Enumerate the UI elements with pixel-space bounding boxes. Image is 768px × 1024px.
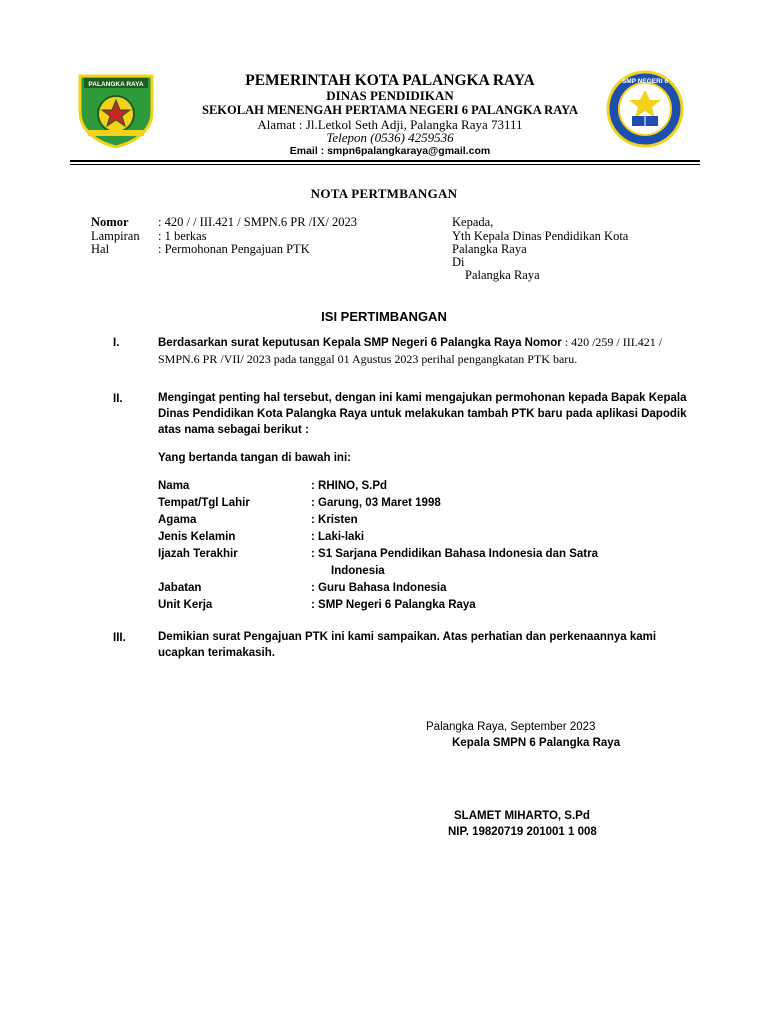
field-label: Jenis Kelamin xyxy=(158,531,236,543)
document-title: NOTA PERTMBANGAN xyxy=(310,186,458,201)
recipient-line-1: Kepada, xyxy=(452,215,494,229)
recipient-line-2: Yth Kepala Dinas Pendidikan Kota xyxy=(452,229,629,243)
section-2-text: Mengingat penting hal tersebut, dengan ini kami mengajukan permohonan kepada Bapak Kepala Dinas Pendidikan Kota Palangka Raya untuk melakukan tambah PTK baru pada aplikasi Dapodik atas nama sebagai berikut : xyxy=(158,392,687,436)
nomor-label: Nomor xyxy=(91,215,129,229)
lampiran-label: Lampiran xyxy=(91,229,140,243)
city-emblem-logo xyxy=(74,72,158,148)
section-heading: ISI PERTIMBANGAN xyxy=(321,309,447,324)
nomor-value: : 420 / / III.421 / SMPN.6 PR /IX/ 2023 xyxy=(158,215,357,229)
field-label: Ijazah Terakhir xyxy=(158,548,238,560)
recipient-line-4: Di xyxy=(452,255,465,269)
section-1-text-rest: : 420 /259 / III.421 / SMPN.6 PR /VII/ 2023 pada tanggal 01 Agustus 2023 perihal pengangkatan PTK baru. xyxy=(158,335,663,366)
signature-place-date: Palangka Raya, September 2023 xyxy=(426,721,596,733)
header-phone: Telepon (0536) 4259536 xyxy=(326,130,454,145)
field-value: : Guru Bahasa Indonesia xyxy=(311,582,447,594)
section-2-intro: Yang bertanda tangan di bawah ini: xyxy=(158,452,351,464)
field-label: Unit Kerja xyxy=(158,599,213,611)
section-1-text-bold: Berdasarkan surat keputusan Kepala SMP Negeri 6 Palangka Raya Nomor xyxy=(158,337,562,349)
hal-label: Hal xyxy=(91,242,110,256)
header-rule-thin xyxy=(70,164,700,165)
lampiran-value: : 1 berkas xyxy=(158,229,207,243)
field-value: : SMP Negeri 6 Palangka Raya xyxy=(311,599,476,611)
field-label: Tempat/Tgl Lahir xyxy=(158,497,250,509)
section-2-number: II. xyxy=(113,393,123,405)
field-label: Agama xyxy=(158,514,197,526)
signature-name: SLAMET MIHARTO, S.Pd xyxy=(454,810,590,822)
field-label: Nama xyxy=(158,480,190,492)
header-email: Email : smpn6palangkaraya@gmail.com xyxy=(289,145,491,157)
school-emblem-logo xyxy=(606,70,684,148)
field-value: : Kristen xyxy=(311,514,358,526)
field-label: Jabatan xyxy=(158,582,202,594)
field-value: : Laki-laki xyxy=(311,531,365,543)
signature-nip: NIP. 19820719 201001 1 008 xyxy=(448,826,597,838)
recipient-line-5: Palangka Raya xyxy=(465,268,540,282)
section-3-number: III. xyxy=(113,632,126,644)
field-value: : S1 Sarjana Pendidikan Bahasa Indonesia dan Satra xyxy=(311,548,598,560)
header-government: PEMERINTAH KOTA PALANGKA RAYA xyxy=(245,72,535,89)
hal-value: : Permohonan Pengajuan PTK xyxy=(158,242,310,256)
svg-text:SMP NEGERI 6: SMP NEGERI 6 xyxy=(621,78,669,85)
field-value-continuation: Indonesia xyxy=(331,565,385,577)
header-address: Alamat : Jl.Letkol Seth Adji, Palangka Raya 73111 xyxy=(257,117,523,132)
field-value: : RHINO, S.Pd xyxy=(311,480,388,492)
section-1-number: I. xyxy=(113,337,120,349)
svg-text:PALANGKA RAYA: PALANGKA RAYA xyxy=(88,81,144,88)
field-value: : Garung, 03 Maret 1998 xyxy=(311,497,441,509)
section-1-text xyxy=(158,334,688,368)
header-department: DINAS PENDIDIKAN xyxy=(326,88,454,103)
recipient-line-3: Palangka Raya xyxy=(452,242,527,256)
signature-position: Kepala SMPN 6 Palangka Raya xyxy=(452,737,621,749)
header-rule-thick xyxy=(70,160,700,162)
section-3-text: Demikian surat Pengajuan PTK ini kami sampaikan. Atas perhatian dan perkenaannya kami ucapkan terimakasih. xyxy=(158,631,657,659)
header-school: SEKOLAH MENENGAH PERTAMA NEGERI 6 PALANGKA RAYA xyxy=(202,103,578,117)
